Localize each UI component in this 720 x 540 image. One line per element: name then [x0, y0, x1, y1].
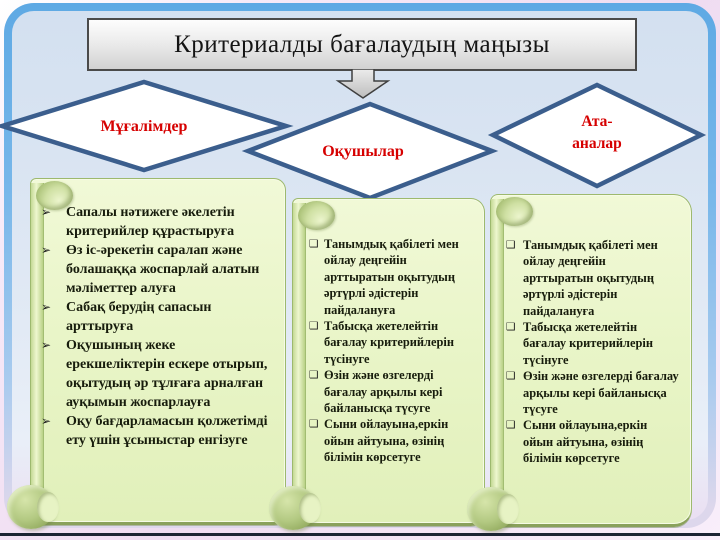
- scroll-curl-bottom-icon: [467, 487, 515, 531]
- bullet-text: Танымдық қабілеті мен ойлау деңгейін арттыратын оқытудың әртүрлі әдістерін пайдалануға: [324, 237, 459, 317]
- bullet-text: Сабақ берудің сапасын арттыруға: [66, 300, 212, 334]
- arrow-bullet-icon: ➢: [41, 243, 52, 257]
- square-bullet-icon: ❑: [506, 321, 516, 334]
- arrow-bullet-icon: ➢: [41, 205, 52, 219]
- bullet-text: Өзін және өзгелерді бағалау арқылы кері байланысқа түсуге: [523, 369, 679, 417]
- scroll-box-teachers: [30, 178, 286, 525]
- square-bullet-icon: ❑: [506, 419, 516, 432]
- teachers-bullet-list: [41, 203, 273, 450]
- list-item: [41, 336, 273, 412]
- list-item: [41, 241, 273, 298]
- bullet-text: Оқушының жеке ерекшеліктерін ескере отырып, оқытудың әр тұлғаға арналған ауқымын жоспарлауға: [66, 338, 268, 410]
- bullet-text: Табысқа жетелейтін бағалау критерийлерін түсінуге: [523, 320, 653, 367]
- scroll-curl-top-icon: [496, 197, 533, 226]
- square-bullet-icon: ❑: [309, 369, 319, 382]
- diamond-label-teachers: Мұғалімдер: [100, 118, 188, 135]
- bullet-text: Өз іс-әрекетін саралап және болашаққа жоспарлай алатын мәліметтер алуға: [66, 243, 260, 296]
- list-item: [309, 236, 474, 318]
- square-bullet-icon: ❑: [309, 320, 319, 333]
- list-item: [309, 416, 474, 465]
- square-bullet-icon: ❑: [506, 239, 516, 251]
- square-bullet-icon: ❑: [309, 418, 319, 431]
- slide-title: Критериалды бағалаудың маңызы: [87, 18, 637, 71]
- list-item: [506, 368, 679, 417]
- square-bullet-icon: ❑: [506, 370, 516, 383]
- list-item: [41, 203, 273, 241]
- square-bullet-icon: ❑: [309, 238, 319, 250]
- bullet-text: Табысқа жетелейтін бағалау критерийлерін түсінуге: [324, 319, 454, 366]
- list-item: [506, 417, 679, 466]
- arrow-bullet-icon: ➢: [41, 414, 52, 428]
- list-item: [41, 412, 273, 450]
- scroll-roll-edge: [293, 203, 306, 519]
- scroll-box-parents: [490, 194, 692, 527]
- list-item: [41, 298, 273, 336]
- bottom-edge-line: [0, 533, 720, 536]
- parents-bullet-list: [506, 237, 679, 467]
- bullet-text: Өзін және өзгелерді бағалау арқылы кері байланысқа түсуге: [324, 368, 443, 416]
- students-bullet-list: [309, 236, 474, 466]
- list-item: [309, 318, 474, 367]
- scroll-curl-bottom-icon: [7, 485, 55, 529]
- list-item: [506, 319, 679, 368]
- bullet-text: Сыни ойлауына,еркін ойын айтуына, өзінің білімін көрсетуге: [324, 417, 449, 465]
- bullet-text: Сапалы нәтижеге әкелетін критерийлер құрастыруға: [66, 205, 235, 239]
- bullet-text: Сыни ойлауына,еркін ойын айтуына, өзінің білімін көрсетуге: [523, 418, 648, 466]
- list-item: [309, 367, 474, 416]
- scroll-curl-top-icon: [298, 201, 335, 230]
- list-item: [506, 237, 679, 319]
- bullet-text: Оқу бағдарламасын қолжетімді ету үшін ұсыныстар енгізуге: [66, 414, 268, 448]
- scroll-curl-bottom-icon: [269, 486, 317, 530]
- diamond-label-parents: Ата-аналар: [572, 113, 622, 152]
- scroll-box-students: [292, 198, 485, 526]
- bullet-text: Танымдық қабілеті мен ойлау деңгейін арттыратын оқытудың әртүрлі әдістерін пайдалануға: [523, 238, 658, 318]
- scroll-roll-edge: [491, 199, 504, 520]
- arrow-bullet-icon: ➢: [41, 300, 52, 314]
- arrow-bullet-icon: ➢: [41, 338, 52, 352]
- diamond-label-students: Оқушылар: [322, 143, 404, 160]
